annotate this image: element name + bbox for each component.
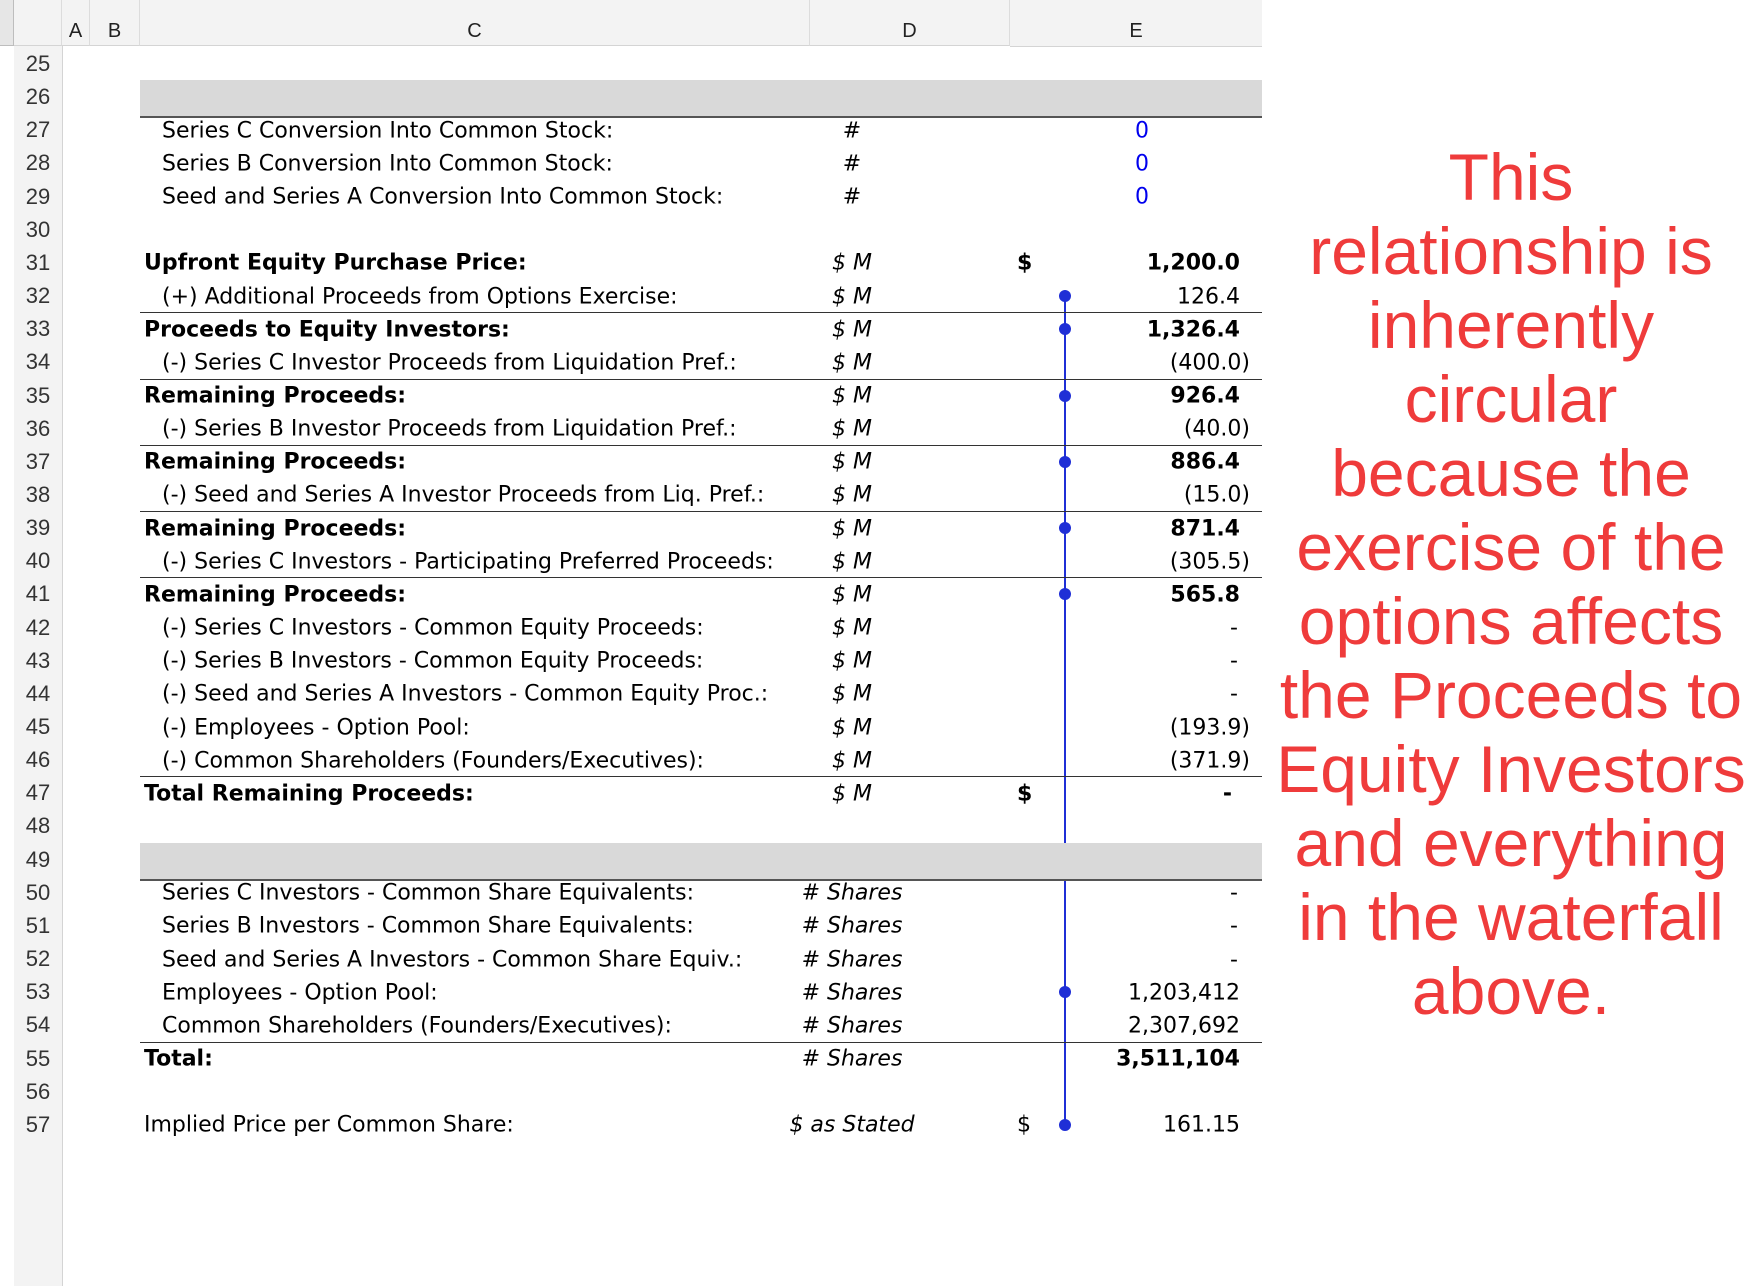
value-cell[interactable]: - <box>1230 947 1238 973</box>
unit-cell[interactable]: # Shares <box>801 1046 903 1072</box>
row-number[interactable]: 42 <box>25 614 51 640</box>
unit-cell[interactable]: # <box>842 184 862 210</box>
table-row <box>62 411 1262 448</box>
subtotal-border <box>140 577 1262 578</box>
row-number[interactable]: 32 <box>25 283 51 309</box>
row-label[interactable]: (-) Series B Investor Proceeds from Liquidation Pref.: <box>162 416 737 442</box>
currency-symbol: $ <box>1017 250 1033 276</box>
row-number[interactable]: 29 <box>25 183 51 209</box>
row-label[interactable]: Remaining Proceeds: <box>144 582 407 608</box>
row-label[interactable]: Remaining Proceeds: <box>144 516 407 542</box>
row-number[interactable]: 33 <box>25 316 51 342</box>
value-cell[interactable]: - <box>1230 913 1238 939</box>
row-label[interactable]: Total: <box>144 1046 213 1072</box>
unit-cell[interactable]: $ as Stated <box>789 1112 915 1138</box>
table-row <box>62 808 1262 845</box>
unit-cell[interactable]: $ M <box>832 350 872 376</box>
row-number[interactable]: 38 <box>25 481 51 507</box>
row-label[interactable]: Series B Conversion Into Common Stock: <box>162 151 613 177</box>
table-row <box>62 344 1262 381</box>
table-row <box>62 643 1262 680</box>
value-cell[interactable]: - <box>1222 781 1232 807</box>
value-cell[interactable]: 886.4 <box>1170 449 1240 475</box>
table-row <box>62 245 1262 282</box>
subtotal-border <box>140 379 1262 380</box>
row-number[interactable]: 39 <box>25 515 51 541</box>
table-row <box>62 1074 1262 1111</box>
unit-cell[interactable]: # Shares <box>801 880 903 906</box>
row-label[interactable]: Total Remaining Proceeds: <box>144 781 474 807</box>
value-cell[interactable]: (15.0) <box>1183 482 1250 508</box>
row-number[interactable]: 52 <box>25 946 51 972</box>
table-row <box>62 941 1262 978</box>
row-number[interactable]: 30 <box>25 216 51 242</box>
table-row <box>62 676 1262 713</box>
row-label[interactable]: (-) Series C Investors - Participating Preferred Proceeds: <box>162 549 774 575</box>
row-number[interactable]: 25 <box>25 51 51 76</box>
value-cell[interactable]: (193.9) <box>1169 715 1250 740</box>
row-label[interactable]: (-) Common Shareholders (Founders/Executives): <box>162 748 704 774</box>
row-label[interactable]: (-) Seed and Series A Investors - Common Equity Proc.: <box>162 681 769 707</box>
trace-arrow-dot <box>1059 290 1071 302</box>
table-row <box>62 775 1262 812</box>
column-header-e[interactable]: E <box>1010 0 1262 47</box>
row-number[interactable]: 35 <box>25 382 51 408</box>
subtotal-border <box>140 776 1262 777</box>
section-header-band <box>140 80 1262 118</box>
table-row <box>62 709 1262 746</box>
unit-cell[interactable]: # <box>842 118 862 144</box>
table-row <box>62 212 1262 249</box>
row-label[interactable]: (+) Additional Proceeds from Options Exercise: <box>162 284 678 310</box>
table-row <box>62 46 1262 83</box>
unit-cell[interactable]: # <box>842 151 862 177</box>
value-cell[interactable]: - <box>1230 648 1238 674</box>
subtotal-border <box>140 312 1262 313</box>
row-number[interactable]: 31 <box>25 249 51 275</box>
unit-cell[interactable]: $ M <box>832 549 872 575</box>
value-cell[interactable]: 1,326.4 <box>1146 317 1240 343</box>
row-number[interactable]: 34 <box>25 349 51 375</box>
value-cell[interactable]: 1,203,412 <box>1128 980 1240 1006</box>
table-row <box>62 510 1262 547</box>
unit-cell[interactable]: $ M <box>832 416 872 442</box>
row-label[interactable]: (-) Series C Investor Proceeds from Liquidation Pref.: <box>162 350 737 376</box>
unit-cell[interactable]: $ M <box>832 748 872 774</box>
row-label[interactable]: Remaining Proceeds: <box>144 383 407 409</box>
row-number[interactable]: 26 <box>25 84 51 110</box>
row-label[interactable]: Series B Investors - Common Share Equivalents: <box>162 913 694 939</box>
table-row <box>62 378 1262 415</box>
trace-arrow-dot <box>1059 456 1071 468</box>
row-number[interactable]: 46 <box>25 747 51 773</box>
row-label[interactable]: (-) Series C Investors - Common Equity Proceeds: <box>162 615 704 641</box>
trace-arrow-dot <box>1059 390 1071 402</box>
unit-cell[interactable]: $ M <box>832 383 872 409</box>
table-row <box>62 543 1262 580</box>
value-cell[interactable]: (400.0) <box>1169 350 1250 376</box>
trace-arrow-dot <box>1059 522 1071 534</box>
row-header-column-top <box>14 0 62 46</box>
value-cell[interactable]: - <box>1230 880 1238 906</box>
row-label[interactable]: (-) Series B Investors - Common Equity Proceeds: <box>162 648 704 674</box>
currency-symbol: $ <box>1017 781 1033 807</box>
unit-cell[interactable]: $ M <box>832 482 872 508</box>
row-number[interactable]: 45 <box>25 714 51 739</box>
unit-cell[interactable]: $ M <box>832 317 872 343</box>
table-row <box>62 1007 1262 1044</box>
value-cell[interactable]: 2,307,692 <box>1128 1013 1240 1039</box>
row-number[interactable]: 56 <box>25 1078 51 1104</box>
value-cell[interactable]: 0 <box>1135 184 1149 210</box>
table-row <box>62 1041 1262 1078</box>
row-number[interactable]: 51 <box>25 912 51 938</box>
trace-arrow-dot <box>1059 323 1071 335</box>
value-cell[interactable]: 3,511,104 <box>1116 1046 1240 1072</box>
unit-cell[interactable]: $ M <box>832 449 872 475</box>
row-number[interactable]: 41 <box>25 581 51 607</box>
row-label[interactable]: Proceeds to Equity Investors: <box>144 317 510 343</box>
row-label[interactable]: Remaining Proceeds: <box>144 449 407 475</box>
row-number[interactable]: 37 <box>25 448 51 474</box>
row-label[interactable]: Series C Conversion Into Common Stock: <box>162 118 614 144</box>
currency-symbol: $ <box>1017 1112 1031 1138</box>
row-number[interactable]: 27 <box>25 117 51 143</box>
row-number[interactable]: 40 <box>25 548 51 574</box>
table-row <box>62 576 1262 613</box>
row-label[interactable]: Series C Investors - Common Share Equivalents: <box>162 880 695 906</box>
value-cell[interactable]: 161.15 <box>1163 1112 1240 1138</box>
unit-cell[interactable]: # Shares <box>801 947 903 973</box>
annotation-callout: This relationship is inherently circular because the exercise of the options affects the Proceeds to Equity Investors and everything in the waterfall above. <box>1276 140 1746 1028</box>
row-label[interactable]: Employees - Option Pool: <box>162 980 438 1006</box>
unit-cell[interactable]: $ M <box>832 250 872 276</box>
value-cell[interactable]: - <box>1230 615 1238 641</box>
value-cell[interactable]: (40.0) <box>1183 416 1250 442</box>
row-number[interactable]: 54 <box>25 1012 51 1038</box>
value-cell[interactable]: 0 <box>1135 151 1149 177</box>
value-cell[interactable]: 565.8 <box>1170 582 1240 608</box>
table-row <box>62 311 1262 348</box>
subtotal-border <box>140 511 1262 512</box>
value-cell[interactable]: (305.5) <box>1169 549 1250 575</box>
unit-cell[interactable]: $ M <box>832 284 872 310</box>
unit-cell[interactable]: $ M <box>832 781 872 807</box>
unit-cell[interactable]: # Shares <box>801 1013 903 1039</box>
row-label[interactable]: Common Shareholders (Founders/Executives): <box>162 1013 672 1039</box>
unit-cell[interactable]: $ M <box>832 615 872 641</box>
trace-arrow-dot <box>1059 1119 1071 1131</box>
table-row <box>62 1107 1262 1144</box>
section-header-band <box>140 843 1262 881</box>
row-label[interactable]: Seed and Series A Investors - Common Share Equiv.: <box>162 947 743 973</box>
row-number[interactable]: 53 <box>25 979 51 1005</box>
table-row <box>62 742 1262 779</box>
value-cell[interactable]: - <box>1230 681 1238 707</box>
row-number[interactable]: 50 <box>25 879 51 905</box>
trace-arrow-dot <box>1059 588 1071 600</box>
select-all-corner[interactable] <box>0 0 14 46</box>
row-number[interactable]: 47 <box>25 780 51 806</box>
table-row <box>62 444 1262 481</box>
value-cell[interactable]: 1,200.0 <box>1146 250 1240 276</box>
row-number[interactable]: 36 <box>25 415 51 441</box>
unit-cell[interactable]: $ M <box>832 648 872 674</box>
row-number[interactable]: 48 <box>25 813 51 839</box>
unit-cell[interactable]: $ M <box>832 715 872 740</box>
row-number[interactable]: 43 <box>25 647 51 673</box>
subtotal-border <box>140 445 1262 446</box>
trace-arrow-dot <box>1059 986 1071 998</box>
subtotal-border <box>140 1042 1262 1043</box>
row-label[interactable]: Implied Price per Common Share: <box>144 1112 514 1138</box>
table-row <box>62 278 1262 315</box>
row-label[interactable]: Upfront Equity Purchase Price: <box>144 250 527 276</box>
value-cell[interactable]: (371.9) <box>1169 748 1250 774</box>
column-header-a[interactable]: A <box>62 0 90 46</box>
table-row <box>62 145 1262 182</box>
column-header-b[interactable]: B <box>90 0 140 46</box>
row-number[interactable]: 55 <box>25 1045 51 1071</box>
row-number[interactable]: 28 <box>25 150 51 176</box>
table-row <box>62 908 1262 945</box>
value-cell[interactable]: 871.4 <box>1170 516 1240 542</box>
row-number[interactable]: 49 <box>25 846 51 872</box>
row-label[interactable]: (-) Seed and Series A Investor Proceeds from Liq. Pref.: <box>162 482 765 508</box>
row-number[interactable]: 57 <box>25 1111 51 1137</box>
column-header-d[interactable]: D <box>810 0 1010 46</box>
column-header-c[interactable]: C <box>140 0 810 46</box>
row-number[interactable]: 44 <box>25 680 51 706</box>
value-cell[interactable]: 926.4 <box>1170 383 1240 409</box>
unit-cell[interactable]: $ M <box>832 681 872 707</box>
row-label[interactable]: (-) Employees - Option Pool: <box>162 715 470 740</box>
table-row <box>62 179 1262 216</box>
unit-cell[interactable]: $ M <box>832 582 872 608</box>
table-row <box>62 477 1262 514</box>
unit-cell[interactable]: # Shares <box>801 913 903 939</box>
unit-cell[interactable]: # Shares <box>801 980 903 1006</box>
value-cell[interactable]: 126.4 <box>1177 284 1240 310</box>
table-row <box>62 610 1262 647</box>
table-row <box>62 974 1262 1011</box>
row-headers <box>14 46 63 1286</box>
row-label[interactable]: Seed and Series A Conversion Into Common Stock: <box>162 184 724 210</box>
unit-cell[interactable]: $ M <box>832 516 872 542</box>
value-cell[interactable]: 0 <box>1135 118 1149 144</box>
